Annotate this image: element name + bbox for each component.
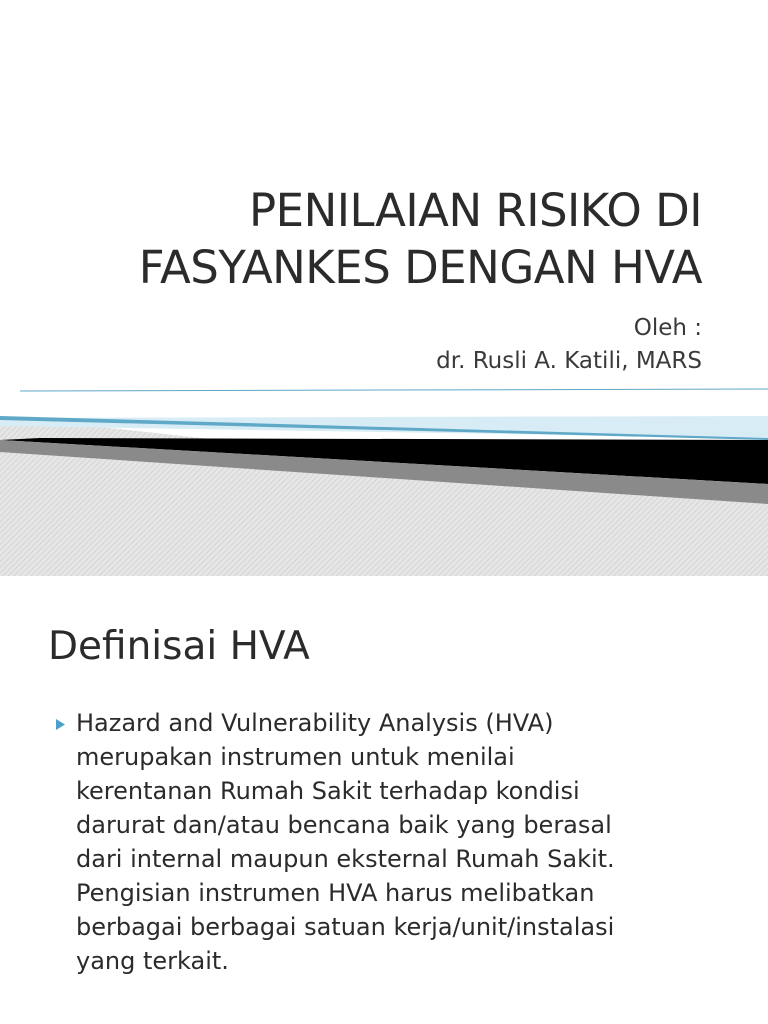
- slide-heading: Definisai HVA: [48, 624, 310, 669]
- bullet-line: dari internal maupun eksternal Rumah Sakit.: [76, 845, 615, 873]
- bullet-line: darurat dan/atau bencana baik yang berasal: [76, 811, 612, 839]
- slide-title-line-1: PENILAIAN RISIKO DI: [249, 184, 702, 237]
- bullet-text: [76, 706, 615, 978]
- bullet-line: merupakan instrumen untuk menilai: [76, 743, 515, 771]
- list-item: [56, 706, 746, 978]
- triangle-bullet-icon: [56, 706, 76, 734]
- bullet-line: kerentanan Rumah Sakit terhadap kondisi: [76, 777, 580, 805]
- title-block: [22, 182, 702, 296]
- bullet-line: Pengisian instrumen HVA harus melibatkan: [76, 879, 595, 907]
- subtitle-line-2: dr. Rusli A. Katili, MARS: [436, 348, 702, 374]
- definition-slide: [0, 576, 768, 1024]
- slide-subtitle: [436, 312, 702, 378]
- accent-line: [20, 389, 768, 391]
- slide-title: [22, 182, 702, 296]
- bullet-line: Hazard and Vulnerability Analysis (HVA): [76, 709, 554, 737]
- decorative-bands: [0, 380, 768, 576]
- slide-title-line-2: FASYANKES DENGAN HVA: [138, 241, 702, 294]
- subtitle-line-1: Oleh :: [633, 315, 702, 341]
- bullet-line: berbagai berbagai satuan kerja/unit/instalasi: [76, 913, 615, 941]
- bullet-line: yang terkait.: [76, 947, 229, 975]
- bullet-list: [56, 706, 746, 978]
